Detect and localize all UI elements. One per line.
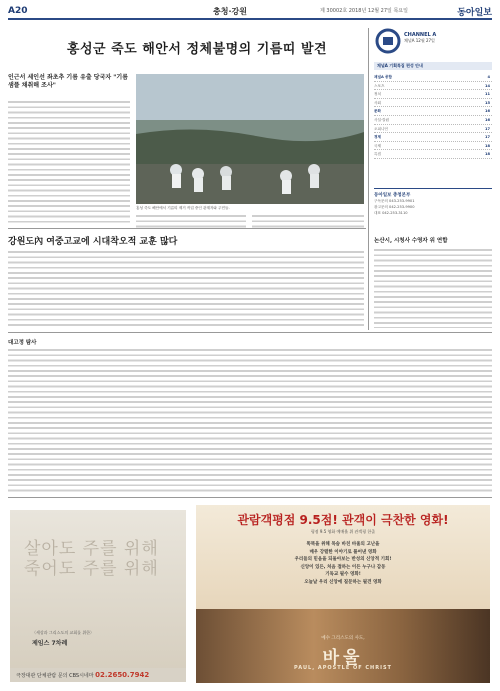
text-lines [8, 348, 492, 492]
toc-page: 18 [484, 143, 490, 148]
lead-photo [136, 74, 364, 204]
divider [368, 28, 369, 330]
table-of-contents [374, 73, 492, 159]
toc-label: 정치 [374, 92, 381, 97]
toc-page: 16 [484, 117, 490, 122]
article2-title: 강원도內 여중고교에 시대착오적 교훈 많다 [8, 237, 178, 247]
toc-row[interactable] [374, 107, 492, 116]
contact-box [374, 188, 492, 216]
article3-body [374, 248, 492, 328]
toc-page: 14 [484, 83, 490, 88]
quote-line: 기독교 필수 영화! [325, 572, 361, 578]
movie-tagline: 예수 그리스도의 사도, [321, 636, 365, 641]
contact-row: 광고문의 042-253-9900 [374, 205, 415, 209]
page-header [8, 6, 492, 20]
coast-photo [136, 74, 364, 204]
toc-label: 오피니언 [374, 126, 388, 131]
toc-row[interactable] [374, 125, 492, 134]
movie-title: 바울 [322, 648, 364, 668]
toc-row[interactable] [374, 90, 492, 99]
article4-title: 대고정 탐사 [8, 340, 37, 346]
ad-right-quotes [226, 541, 460, 587]
divider [8, 228, 366, 229]
toc-label: 스포츠 [374, 83, 385, 88]
movie-title-en: PAUL, APOSTLE OF CHRIST [294, 665, 392, 671]
toc-label: 국제 [374, 143, 381, 148]
toc-row[interactable] [374, 99, 492, 108]
toc-label: 채널A 종합 [374, 75, 392, 79]
toc-label: 문화 [374, 109, 381, 114]
article4-body [8, 348, 492, 492]
toc-page: 15 [484, 100, 490, 105]
article3-title: 논산시, 시청사 수영자 위 연합 [374, 238, 448, 244]
toc-page: 16 [484, 109, 490, 114]
toc-row[interactable] [374, 133, 492, 142]
toc-row[interactable] [374, 150, 492, 159]
toc-page: 17 [484, 135, 490, 140]
ad-left-bar-sponsor: CBS시네마 [69, 673, 94, 679]
issue-info: 제 30002호 2018년 12월 27일 목요일 [320, 8, 408, 14]
toc-row[interactable] [374, 73, 492, 82]
toc-page: 11 [484, 92, 490, 97]
toc-row[interactable] [374, 116, 492, 125]
contact-row: 구독문의 043-253-9901 [374, 199, 415, 203]
toc-page: 17 [484, 126, 490, 131]
ad-left-line1: 살아도 주를 위해 [24, 539, 159, 559]
quote-line: 매우 강렬한 이야기로 풀어낸 영화 [309, 549, 377, 555]
channel-logo-icon [374, 28, 402, 58]
text-lines [374, 248, 492, 328]
ad-left-small: 〈세상과 그리스도의 교회를 위한〉 [32, 630, 95, 635]
quote-line: 우리들의 믿음을 되돌아보는 반성의 신앙적 기회! [294, 557, 392, 563]
lead-headline: 홍성군 죽도 해안서 정체불명의 기름띠 발견 [66, 42, 328, 57]
ad-left-bar-label: 극장대관 단체관람 문의 [16, 673, 68, 679]
book-advertisement[interactable] [10, 510, 186, 682]
toc-label: 경제 [374, 135, 381, 140]
ad-right-title: 관람객평점 9.5점! 관객이 극찬한 영화! [237, 513, 449, 527]
ad-left-name: 제임스 7차례 [32, 640, 68, 647]
section-title: 충청·강원 [213, 7, 247, 16]
contact-row: 대표 042-253-3110 [374, 211, 408, 215]
page-number: A20 [8, 6, 28, 16]
toc-page: 4 [487, 75, 490, 79]
toc-row[interactable] [374, 142, 492, 151]
lead-body-col-1 [8, 100, 130, 224]
quote-line: 신앙이 있든, 처음 접하는 이든 누구나 감동 [300, 564, 386, 570]
ad-right-subtitle: 평점 9.5 영화 예매율 위 관객평 한줄 [310, 529, 376, 534]
sidebar-brand: CHANNEL A [404, 32, 437, 38]
text-lines [136, 214, 246, 228]
lead-body-col-3 [252, 214, 364, 228]
divider [8, 332, 492, 333]
sidebar-issue: 채널A 12월 27일 [404, 38, 435, 43]
toc-page: 18 [484, 152, 490, 157]
text-lines [8, 250, 364, 328]
divider [8, 497, 492, 498]
toc-label: 사회 [374, 100, 381, 105]
ad-left-bar [10, 668, 186, 682]
toc-label: 특집 [374, 152, 381, 157]
photo-caption: 홍성 죽도 해안에서 기름띠 제거 작업 중인 관계자와 주민들. [136, 206, 230, 210]
lead-body-col-2 [136, 214, 246, 228]
toc-label: 사설·칼럼 [374, 117, 390, 122]
contact-name: 동아일보 충청본부 [374, 193, 411, 198]
toc-row[interactable] [374, 82, 492, 91]
text-lines [8, 100, 130, 224]
ad-left-bar-phone: 02.2650.7942 [95, 671, 150, 679]
lead-subhead: 인근서 세인선 좌초추 기름 유출 당국자 "기름 샘플 채취해 조사" [8, 74, 128, 89]
quote-line: 오늘날 우리 신앙에 질문하는 필견 영화 [304, 579, 382, 585]
text-lines [252, 214, 364, 228]
article2-body [8, 250, 364, 328]
quote-line: 똑똑을 위해 목숨 바친 바울의 고난을 [306, 542, 380, 547]
ad-left-line2: 죽어도 주를 위해 [24, 559, 159, 579]
sidebar-header: 채널A 기획특집 편성 안내 [374, 62, 492, 70]
newspaper-logo: 동아일보 [457, 8, 492, 18]
movie-advertisement[interactable] [196, 505, 490, 683]
